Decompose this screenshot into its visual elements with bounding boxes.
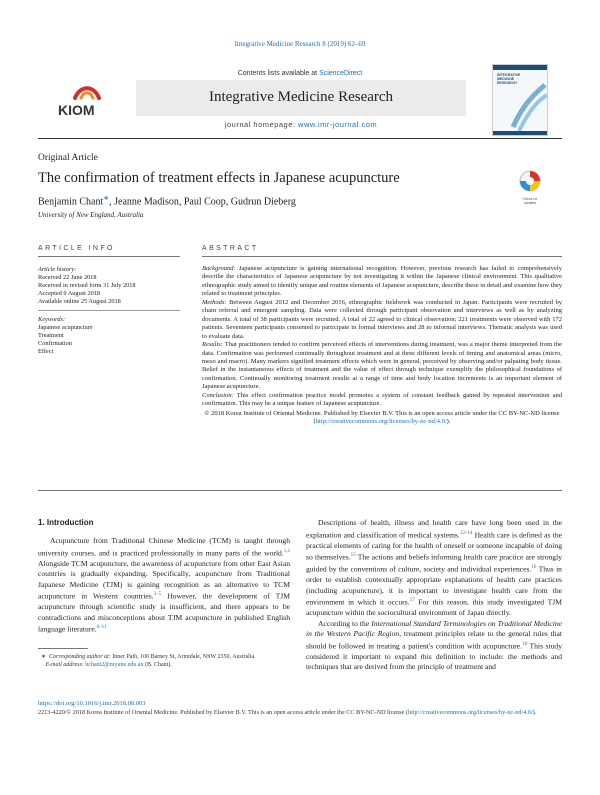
citation-link[interactable]: 1,2	[283, 548, 290, 554]
doi-link[interactable]: https://doi.org/10.1016/j.imr.2018.08.003	[38, 700, 146, 707]
history-item: Accepted 9 August 2018	[38, 290, 101, 297]
keyword: Confirmation	[38, 340, 72, 347]
footnote-rule	[38, 648, 88, 649]
kiom-logo-icon	[72, 82, 102, 102]
abstract-background: Background: Japanese acupuncture is gaining international recognition. However, previous research has failed to comprehensively describe the characteristics of Japanese acupuncture by not investigating it within the Japanese clinical environment. This qualitative ethnographic study aimed to identify unique and routine elements of Japanese acupuncture, describe these in detail and examine how they related to treatment principles.	[202, 265, 562, 298]
contents-prefix: Contents lists available at	[237, 70, 320, 77]
email-link[interactable]: bchant2@myune.edu.au	[85, 662, 144, 668]
article-info-heading: ARTICLE INFO	[38, 245, 115, 252]
history-item: Available online 25 August 2018	[38, 298, 121, 305]
crossmark-label: Check for updates	[522, 197, 538, 205]
body-column-left	[38, 536, 290, 635]
keyword: Effect	[38, 348, 54, 355]
paragraph: Acupuncture from Traditional Chinese Medicine (TCM) is taught through university courses, and is practiced professionally in many parts of the world.$^{1,2}$ Alongside TCM acupuncture, the awareness of acupuncture from other East Asian countries is gradually expanding. Specifically, acupuncture from Traditional Japanese Medicine (TJM) is gaining recognition as an alternative to TCM acupuncture in Western countries.$^{3-5}$ However, the development of TJM acupuncture through scientific study is insufficient, and there appears to be contradictions and misconceptions about TJM acupuncture in published English language literature.$^{6-11}$	[38, 536, 290, 634]
citation-link[interactable]: 6–11	[96, 625, 107, 631]
citation-link[interactable]: 17	[409, 598, 415, 604]
header-rule	[38, 138, 562, 139]
affiliation: University of New England, Australia	[38, 211, 144, 219]
email-note: E-mail address: bchant2@myune.edu.au (B. Chant).	[45, 662, 172, 668]
abstract-heading: ABSTRACT	[202, 245, 259, 252]
keywords-label: Keywords:	[38, 316, 66, 323]
history-label: Article history:	[38, 266, 77, 273]
journal-reference[interactable]: Integrative Medicine Research 8 (2019) 62–69	[234, 40, 366, 48]
citation-link[interactable]: 18	[522, 641, 528, 647]
abstract-conclusion: Conclusion: This effect confirmation practice model promotes a system of constant feedback gained by repeated intervention and confirmation. This may be a unique feature of Japanese acupuncture.	[202, 391, 562, 408]
authors-line	[38, 194, 296, 207]
cover-title: INTEGRATIVE MEDICINE RESEARCH	[497, 73, 521, 85]
article-info-rule	[38, 256, 180, 257]
abstract-results: Results: That practitioners tended to confirm perceived effects of interventions during treatment, was a major theme interpreted from the data. Confirmation was performed continually throughout treatment and at three different levels of timing and anatomical areas (micro, meso and macro). Many markers signified treatment effects which were in general, perceived by observing and/or palpating body tissue. Belief in the instantaneous effects of treatment and the value of effect through technique exemplify the philosophical foundations of confirmation. Continually monitoring treatment results at a range of time and body location increments is an important element of Japanese acupuncture.	[202, 341, 562, 391]
body-column-right	[306, 518, 562, 673]
journal-cover-image	[492, 64, 548, 136]
kiom-logo-text: KIOM	[58, 102, 95, 118]
homepage-link[interactable]: www.imr-journal.com	[298, 120, 378, 129]
abstract-rule	[202, 256, 562, 257]
check-for-updates-button[interactable]	[516, 170, 544, 205]
keyword: Japanese acupuncture	[38, 324, 93, 331]
corresponding-author-note: ∗ Corresponding author at: Inner Path, 100 Barney St, Armidale, NSW 2350, Australia.	[41, 654, 256, 660]
keyword: Treatment	[38, 332, 64, 339]
paragraph: According to the International Standard Terminologies on Traditional Medicine in the Western Pacific Region, treatment principles relate to the general rules that should be followed in treating a patient's condition with acupuncture.$^{18}$ This study considered it important to expand this definition to include: the methods and techniques that are derived from the principle of treatment and	[306, 618, 562, 672]
kiom-logo	[50, 82, 120, 126]
crossmark-icon	[516, 170, 544, 192]
history-item: Received in revised form 31 July 2018	[38, 282, 136, 289]
license-link[interactable]: http://creativecommons.org/licenses/by-nc-nd/4.0/	[315, 418, 447, 426]
author-first[interactable]: Benjamin Chant	[38, 196, 104, 208]
journal-title-box	[136, 80, 466, 116]
history-item: Received 22 June 2018	[38, 274, 97, 281]
author-rest: , Jeanne Madison, Paul Coop, Gudrun Dieberg	[109, 196, 296, 208]
section-heading-introduction: 1. Introduction	[38, 518, 94, 527]
article-type: Original Article	[38, 153, 98, 163]
article-info	[38, 266, 178, 356]
citation-link[interactable]: 15	[350, 553, 356, 559]
article-title: The confirmation of treatment effects in Japanese acupuncture	[38, 170, 400, 186]
abstract-license: © 2018 Korea Institute of Oriental Medicine. Published by Elsevier B.V. This is an open access article under the CC BY-NC-ND license (http://creativecommons.org/licenses/by-nc-nd/4.0/).	[204, 409, 560, 426]
citation-link[interactable]: 3–5	[153, 592, 162, 598]
sciencedirect-link[interactable]: ScienceDirect	[319, 70, 363, 77]
info-divider	[38, 310, 180, 311]
contents-line	[38, 70, 562, 77]
abstract-bottom-rule	[38, 490, 562, 491]
copyright-notice: 2213-4220/© 2018 Korea Institute of Oriental Medicine. Published by Elsevier B.V. This is an open access article under the CC BY-NC-ND license (http://creativecommons.org/licenses/by-nc-nd/4.0/).	[38, 709, 537, 716]
copyright-license-link[interactable]: http://creativecommons.org/licenses/by-nc-nd/4.0/	[407, 709, 533, 716]
homepage-prefix: journal homepage:	[224, 120, 299, 129]
journal-homepage	[136, 120, 466, 129]
author-corresponding-mark[interactable]: ∗	[103, 194, 110, 202]
footnote	[38, 653, 290, 669]
abstract-body	[202, 265, 562, 427]
journal-title: Integrative Medicine Research	[208, 89, 394, 105]
paragraph: Descriptions of health, illness and health care have long been used in the explanation and classification of medical systems.$^{12-14}$ Health care is defined as the practical elements of caring for the health of oneself or someone incapable of doing so themselves.$^{15}$ The actions and beliefs informing health care practice are strongly guided by the conventions of culture, society and individual experiences.$^{16}$ Thus in order to establish contextually appropriate explanations of health care practices (including acupuncture), it is important to investigate health care from the environment in which it occurs.$^{17}$ For this reason, this study investigated TJM acupuncture within the sociocultural environment of Japan directly.	[306, 518, 562, 618]
citation-link[interactable]: 16	[531, 565, 537, 571]
journal-header	[38, 58, 562, 136]
citation-link[interactable]: 12–14	[459, 530, 473, 536]
abstract-methods: Methods: Between August 2012 and December 2016, ethnographic fieldwork was conducted in Japan. Participants were recruited by chain referral and emergent sampling. Data were collected through participant observation and interviews as well as by analyzing documents. A total of 38 participants were recruited. A total of 22 agreed to clinical observation; 221 treatments were observed with 172 patients. Seventeen participants consented to participate in formal interviews and 28 to informal interviews. Thematic analysis was used to evaluate data.	[202, 298, 562, 340]
cover-graphic-icon	[493, 65, 547, 135]
